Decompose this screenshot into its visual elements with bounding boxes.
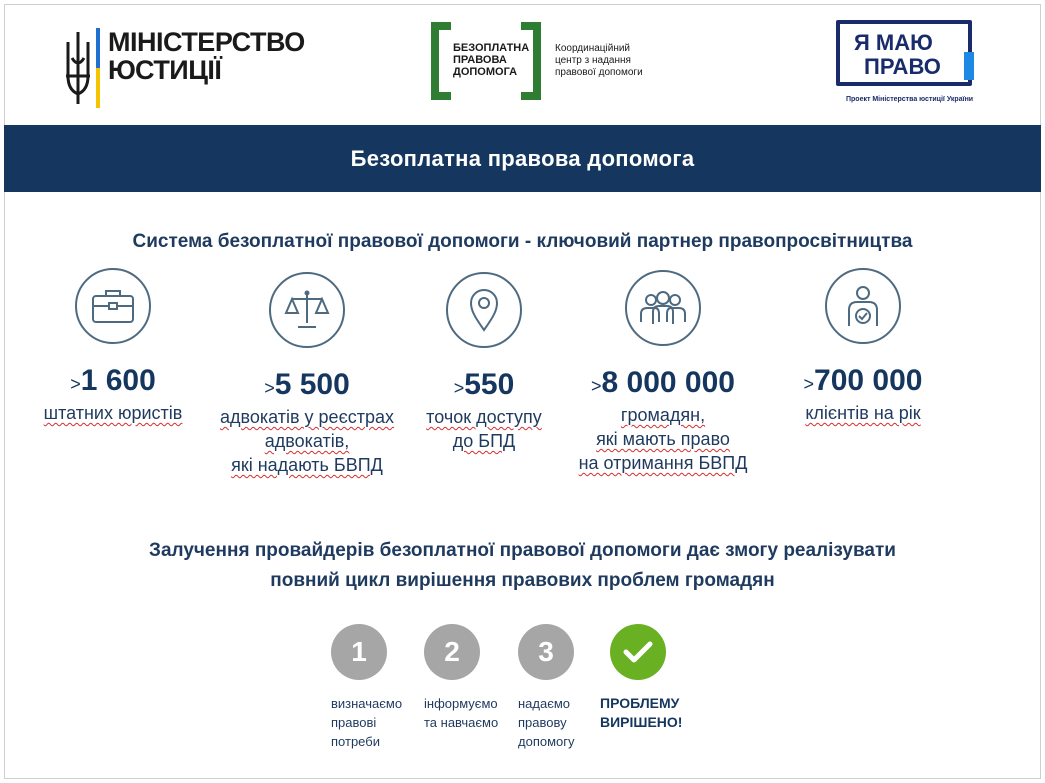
section-subtitle: Система безоплатної правової допомоги - ключовий партнер правопросвітництва <box>132 231 913 252</box>
step-badge: 3 <box>518 624 574 680</box>
bpd-sub-line1: Координаційний <box>555 43 631 54</box>
stat-desc-line: адвокатів, <box>264 431 350 451</box>
stat-value: 700 000 <box>814 364 923 397</box>
stat-prefix: > <box>264 378 275 398</box>
step-label-line: ВИРІШЕНО! <box>600 714 683 730</box>
stat-desc-line: до БПД <box>452 431 516 451</box>
step-badge: 2 <box>424 624 480 680</box>
step-label-line: допомогу <box>518 734 575 749</box>
scales-icon <box>269 272 345 348</box>
stat-value: 1 600 <box>80 364 156 397</box>
bpd-logo-line3: ДОПОМОГА <box>453 66 518 78</box>
stat-desc-line: які мають право <box>596 429 730 449</box>
step-label-line: правові <box>331 715 377 730</box>
stat-value: 5 500 <box>274 368 350 401</box>
stat-access-points <box>414 272 554 453</box>
stat-desc-line: клієнтів на рік <box>805 403 921 423</box>
ya-logo-line2: ПРАВО <box>864 54 941 79</box>
stat-desc-line: штатних юристів <box>43 403 183 423</box>
stat-prefix: > <box>803 374 815 394</box>
stat-desc-line: точок доступу <box>426 407 542 427</box>
ministry-logo-line1: МІНІСТЕРСТВО <box>108 27 305 57</box>
step-1 <box>331 624 411 751</box>
left-bracket-shape <box>431 22 451 100</box>
people-group-icon <box>625 270 701 346</box>
step-label-line: надаємо <box>518 696 571 711</box>
bpd-logo <box>431 22 665 100</box>
stat-citizens <box>568 270 758 475</box>
stat-desc-line: громадян, <box>620 405 706 425</box>
stat-prefix: > <box>70 374 81 394</box>
ministry-logo <box>62 28 305 108</box>
stat-desc-line: які надають БВПД <box>231 455 383 475</box>
stat-lawyers <box>38 268 188 425</box>
bpd-logo-line1: БЕЗОПЛАТНА <box>453 42 530 54</box>
statement-line2: повний цикл вирішення правових проблем громадян <box>270 570 775 591</box>
stat-desc-line: адвокатів у реєстрах <box>219 407 395 427</box>
stat-value: 550 <box>464 368 515 401</box>
ya-mayu-pravo-logo <box>836 20 973 103</box>
location-pin-icon <box>446 272 522 348</box>
briefcase-icon <box>75 268 151 344</box>
step-done <box>600 624 720 732</box>
ya-logo-caption: Проект Міністерства юстиції України <box>846 96 974 103</box>
stat-advocates <box>212 272 402 477</box>
title-banner <box>4 125 1041 192</box>
step-label-line: потреби <box>331 734 380 749</box>
cycle-statement <box>0 536 1045 596</box>
check-icon <box>610 624 666 680</box>
statement-line1: Залучення провайдерів безоплатної правової допомоги дає змогу реалізувати <box>149 540 896 561</box>
step-3 <box>518 624 598 751</box>
exclamation-mark-shape <box>964 52 974 80</box>
step-label-line: та навчаємо <box>424 715 499 730</box>
stat-desc-line: на отримання БВПД <box>578 453 748 473</box>
step-label-line: ПРОБЛЕМУ <box>600 695 680 711</box>
stat-prefix: > <box>591 376 602 396</box>
step-2 <box>424 624 504 732</box>
bpd-sub-line3: правової допомоги <box>555 67 643 78</box>
person-check-icon <box>825 268 901 344</box>
ya-logo-line1: Я МАЮ <box>854 30 933 55</box>
step-label-line: правову <box>518 715 567 730</box>
step-badge: 1 <box>331 624 387 680</box>
stat-prefix: > <box>453 378 465 398</box>
stat-clients <box>788 268 938 425</box>
stat-value: 8 000 000 <box>601 366 735 399</box>
banner-title: Безоплатна правова допомога <box>350 145 695 171</box>
trident-icon <box>62 28 94 108</box>
step-label-line: інформуємо <box>424 696 498 711</box>
bpd-logo-line2: ПРАВОВА <box>453 54 507 66</box>
bpd-sub-line2: центр з надання <box>555 55 631 66</box>
step-label-line: визначаємо <box>331 696 403 711</box>
ministry-logo-line2: ЮСТИЦІЇ <box>108 55 222 85</box>
